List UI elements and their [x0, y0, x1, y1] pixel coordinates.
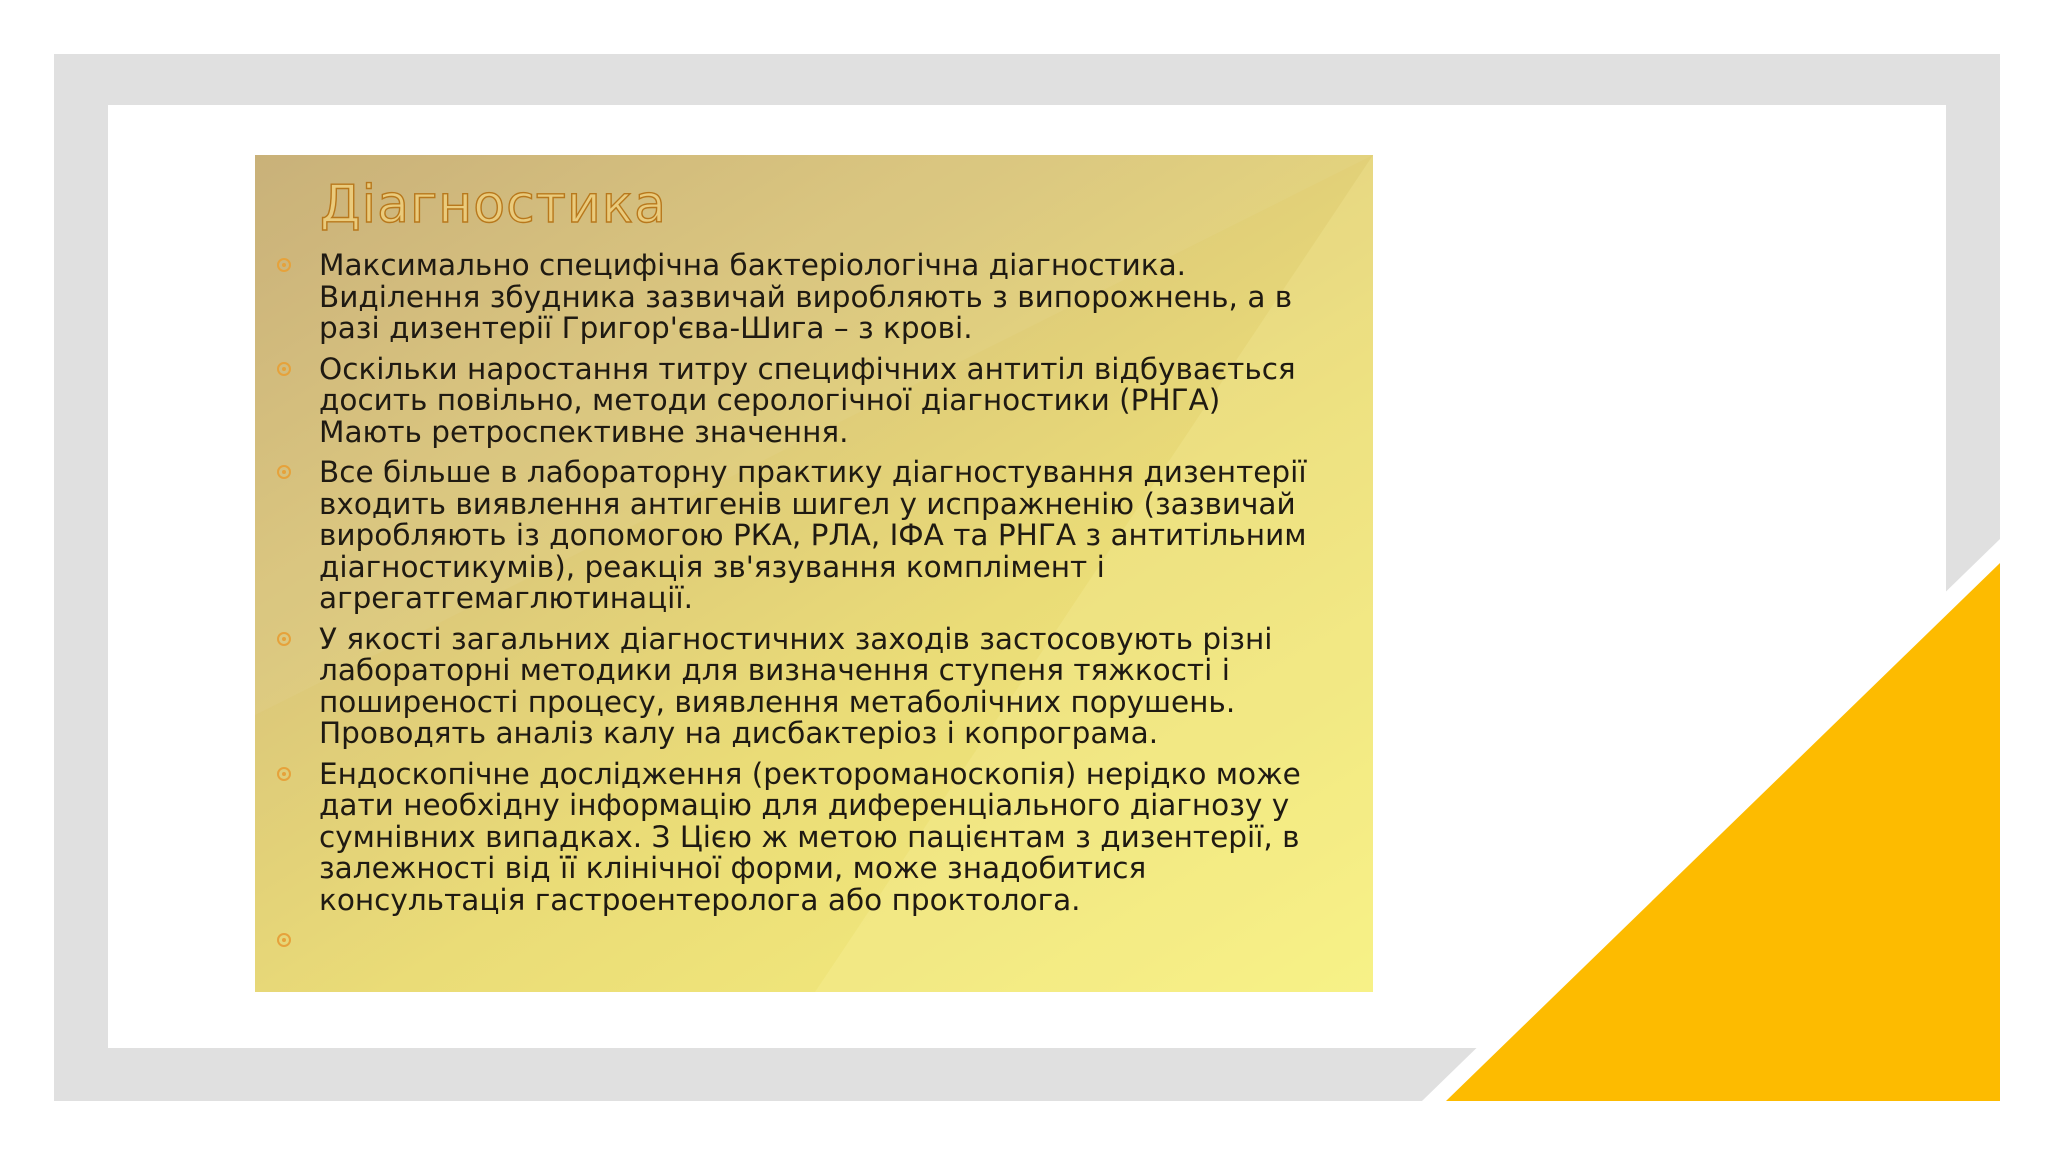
- list-item: [275, 351, 1355, 449]
- list-item: [275, 457, 1355, 615]
- list-item: [275, 250, 1355, 345]
- circle-bullet-icon: [277, 465, 291, 479]
- circle-bullet-icon: [277, 632, 291, 646]
- list-item: [275, 621, 1355, 750]
- slide-title: Діагностика: [320, 175, 668, 235]
- circle-bullet-icon: [277, 258, 291, 272]
- circle-bullet-icon: [277, 362, 291, 376]
- bullet-text: У якості загальних діагностичних заходів застосовують різні лабораторні методики для визначення ступеня тяжкості і поширеності процесу, виявлення метаболічних порушень. Проводять аналіз калу на дисбактеріоз і копрограма.: [319, 621, 1273, 750]
- circle-bullet-icon: [277, 767, 291, 781]
- circle-bullet-icon: [277, 933, 291, 947]
- bullet-list: [275, 250, 1355, 925]
- bullet-text: Ендоскопічне дослідження (ректороманоскопія) нерідко може дати необхідну інформацію для диференціального діагнозу у сумнівних випадках. З Цією ж метою пацієнтам з дизентерії, в залежності від її клінічної форми, може знадобитися консультація гастроентеролога або проктолога.: [319, 756, 1301, 917]
- list-item: [275, 756, 1355, 917]
- slide: [255, 155, 1373, 992]
- bullet-text: Оскільки наростання титру специфічних антитіл відбувається досить повільно, методи серологічної діагностики (РНГА) Мають ретроспективне значення.: [319, 351, 1296, 449]
- bullet-text: Все більше в лабораторну практику діагностування дизентерії входить виявлення антигенів шигел у испражненію (зазвичай виробляють із допомогою РКА, РЛА, ІФА та РНГА з антитільним діагностикумів), реакція зв'язування комплімент і агрегатгемаглютинації.: [319, 455, 1307, 615]
- bullet-text: Максимально специфічна бактеріологічна діагностика. Виділення збудника зазвичай виробляють з випорожнень, а в разі дизентерії Григор'єва-Шига – з крові.: [319, 248, 1293, 345]
